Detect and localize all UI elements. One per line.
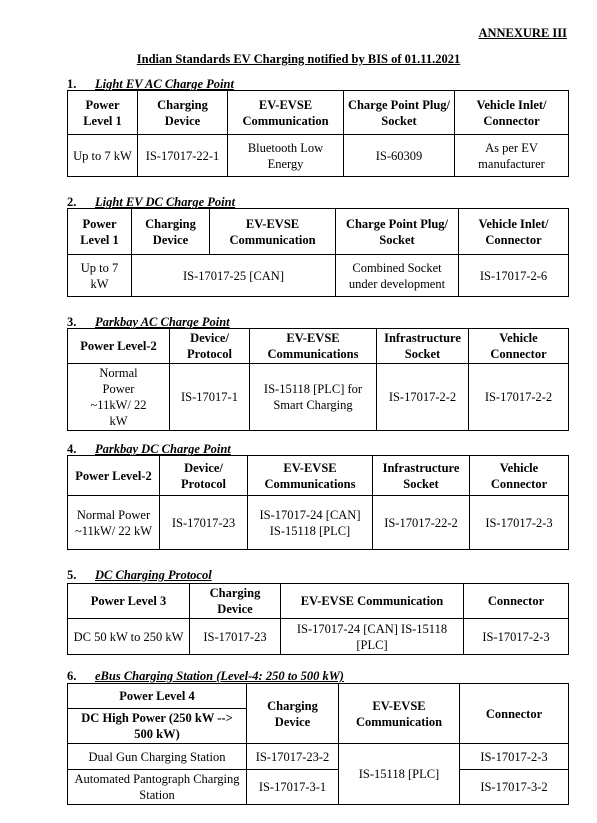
header-cell: Power Level 1	[68, 209, 132, 255]
table-header-row	[68, 91, 569, 135]
table-cell: Bluetooth Low Energy	[228, 135, 344, 177]
section-2-table	[67, 208, 569, 297]
header-cell: EV-EVSE Communications	[250, 329, 377, 364]
annexure-label: ANNEXURE III	[478, 26, 567, 40]
section-3-heading: 3. Parkbay AC Charge Point	[67, 315, 230, 329]
table-header-row	[68, 684, 569, 709]
header-cell: EV-EVSE Communication	[228, 91, 344, 135]
document-title: Indian Standards EV Charging notified by BIS of 01.11.2021	[136, 52, 461, 66]
header-cell: Power Level-2	[68, 456, 160, 496]
header-cell: Charge Point Plug/ Socket	[344, 91, 455, 135]
table-row	[68, 364, 569, 431]
header-cell: EV-EVSE Communication	[210, 209, 336, 255]
section-4-table	[67, 455, 569, 550]
header-cell: Vehicle Connector	[470, 456, 569, 496]
header-cell: Connector	[464, 584, 569, 619]
header-cell: Power Level-2	[68, 329, 170, 364]
section-6-heading: 6. eBus Charging Station (Level-4: 250 to 500 kW)	[67, 669, 344, 683]
header-cell: EV-EVSE Communications	[248, 456, 373, 496]
table-cell: IS-17017-3-1	[247, 770, 339, 805]
table-cell: IS-17017-2-6	[459, 255, 569, 297]
table-cell: Up to 7 kW	[68, 135, 138, 177]
header-cell: Infrastructure Socket	[377, 329, 469, 364]
header-cell: Connector	[460, 684, 569, 744]
table-cell: IS-17017-23	[190, 619, 281, 655]
section-3-table	[67, 328, 569, 431]
header-cell: Power Level 3	[68, 584, 190, 619]
table-cell: IS-17017-3-2	[460, 770, 569, 805]
section-6-table	[67, 683, 569, 805]
table-cell: Up to 7 kW	[68, 255, 132, 297]
table-cell: IS-17017-2-2	[377, 364, 469, 431]
table-cell: IS-17017-1	[170, 364, 250, 431]
table-row	[68, 496, 569, 550]
table-cell: IS-17017-2-2	[469, 364, 569, 431]
header-cell: Charge Point Plug/ Socket	[336, 209, 459, 255]
table-cell: IS-17017-24 [CAN] IS-15118 [PLC]	[281, 619, 464, 655]
table-row	[68, 770, 569, 805]
table-cell: IS-17017-24 [CAN] IS-15118 [PLC]	[248, 496, 373, 550]
header-cell: EV-EVSE Communication	[339, 684, 460, 744]
header-cell: Device/ Protocol	[170, 329, 250, 364]
table-cell: Automated Pantograph Charging Station	[68, 770, 247, 805]
section-1-heading: 1. Light EV AC Charge Point	[67, 77, 234, 91]
header-cell: Charging Device	[138, 91, 228, 135]
table-cell: IS-15118 [PLC]	[339, 744, 460, 805]
header-cell: Infrastructure Socket	[373, 456, 470, 496]
table-row	[68, 619, 569, 655]
table-cell: IS-17017-2-3	[464, 619, 569, 655]
table-row	[68, 255, 569, 297]
section-1-table	[67, 90, 569, 177]
header-cell: Power Level 1	[68, 91, 138, 135]
table-header-row	[68, 329, 569, 364]
header-cell: Vehicle Connector	[469, 329, 569, 364]
table-cell: Normal Power ~11kW/ 22 kW	[68, 496, 160, 550]
table-cell: DC 50 kW to 250 kW	[68, 619, 190, 655]
table-cell: IS-17017-25 [CAN]	[132, 255, 336, 297]
table-cell: IS-15118 [PLC] for Smart Charging	[250, 364, 377, 431]
header-cell: Power Level 4	[68, 684, 247, 709]
table-cell: IS-17017-22-2	[373, 496, 470, 550]
table-cell: IS-17017-22-1	[138, 135, 228, 177]
header-cell: Charging Device	[132, 209, 210, 255]
table-cell: IS-17017-2-3	[470, 496, 569, 550]
section-2-heading: 2. Light EV DC Charge Point	[67, 195, 236, 209]
table-cell: IS-60309	[344, 135, 455, 177]
table-cell: Normal Power ~11kW/ 22 kW	[68, 364, 170, 431]
table-cell: IS-17017-23	[160, 496, 248, 550]
header-cell: DC High Power (250 kW --> 500 kW)	[68, 709, 247, 744]
section-5-heading: 5. DC Charging Protocol	[67, 568, 212, 582]
table-header-row	[68, 209, 569, 255]
header-cell: Charging Device	[190, 584, 281, 619]
table-row	[68, 135, 569, 177]
section-4-heading: 4. Parkbay DC Charge Point	[67, 442, 231, 456]
header-cell: Charging Device	[247, 684, 339, 744]
table-row	[68, 744, 569, 770]
section-5-table	[67, 583, 569, 655]
table-cell: IS-17017-2-3	[460, 744, 569, 770]
header-cell: Vehicle Inlet/ Connector	[455, 91, 569, 135]
table-cell: Combined Socket under development	[336, 255, 459, 297]
table-cell: As per EV manufacturer	[455, 135, 569, 177]
table-cell: Dual Gun Charging Station	[68, 744, 247, 770]
table-header-row	[68, 584, 569, 619]
table-header-row	[68, 456, 569, 496]
table-cell: IS-17017-23-2	[247, 744, 339, 770]
header-cell: EV-EVSE Communication	[281, 584, 464, 619]
header-cell: Device/ Protocol	[160, 456, 248, 496]
header-cell: Vehicle Inlet/ Connector	[459, 209, 569, 255]
